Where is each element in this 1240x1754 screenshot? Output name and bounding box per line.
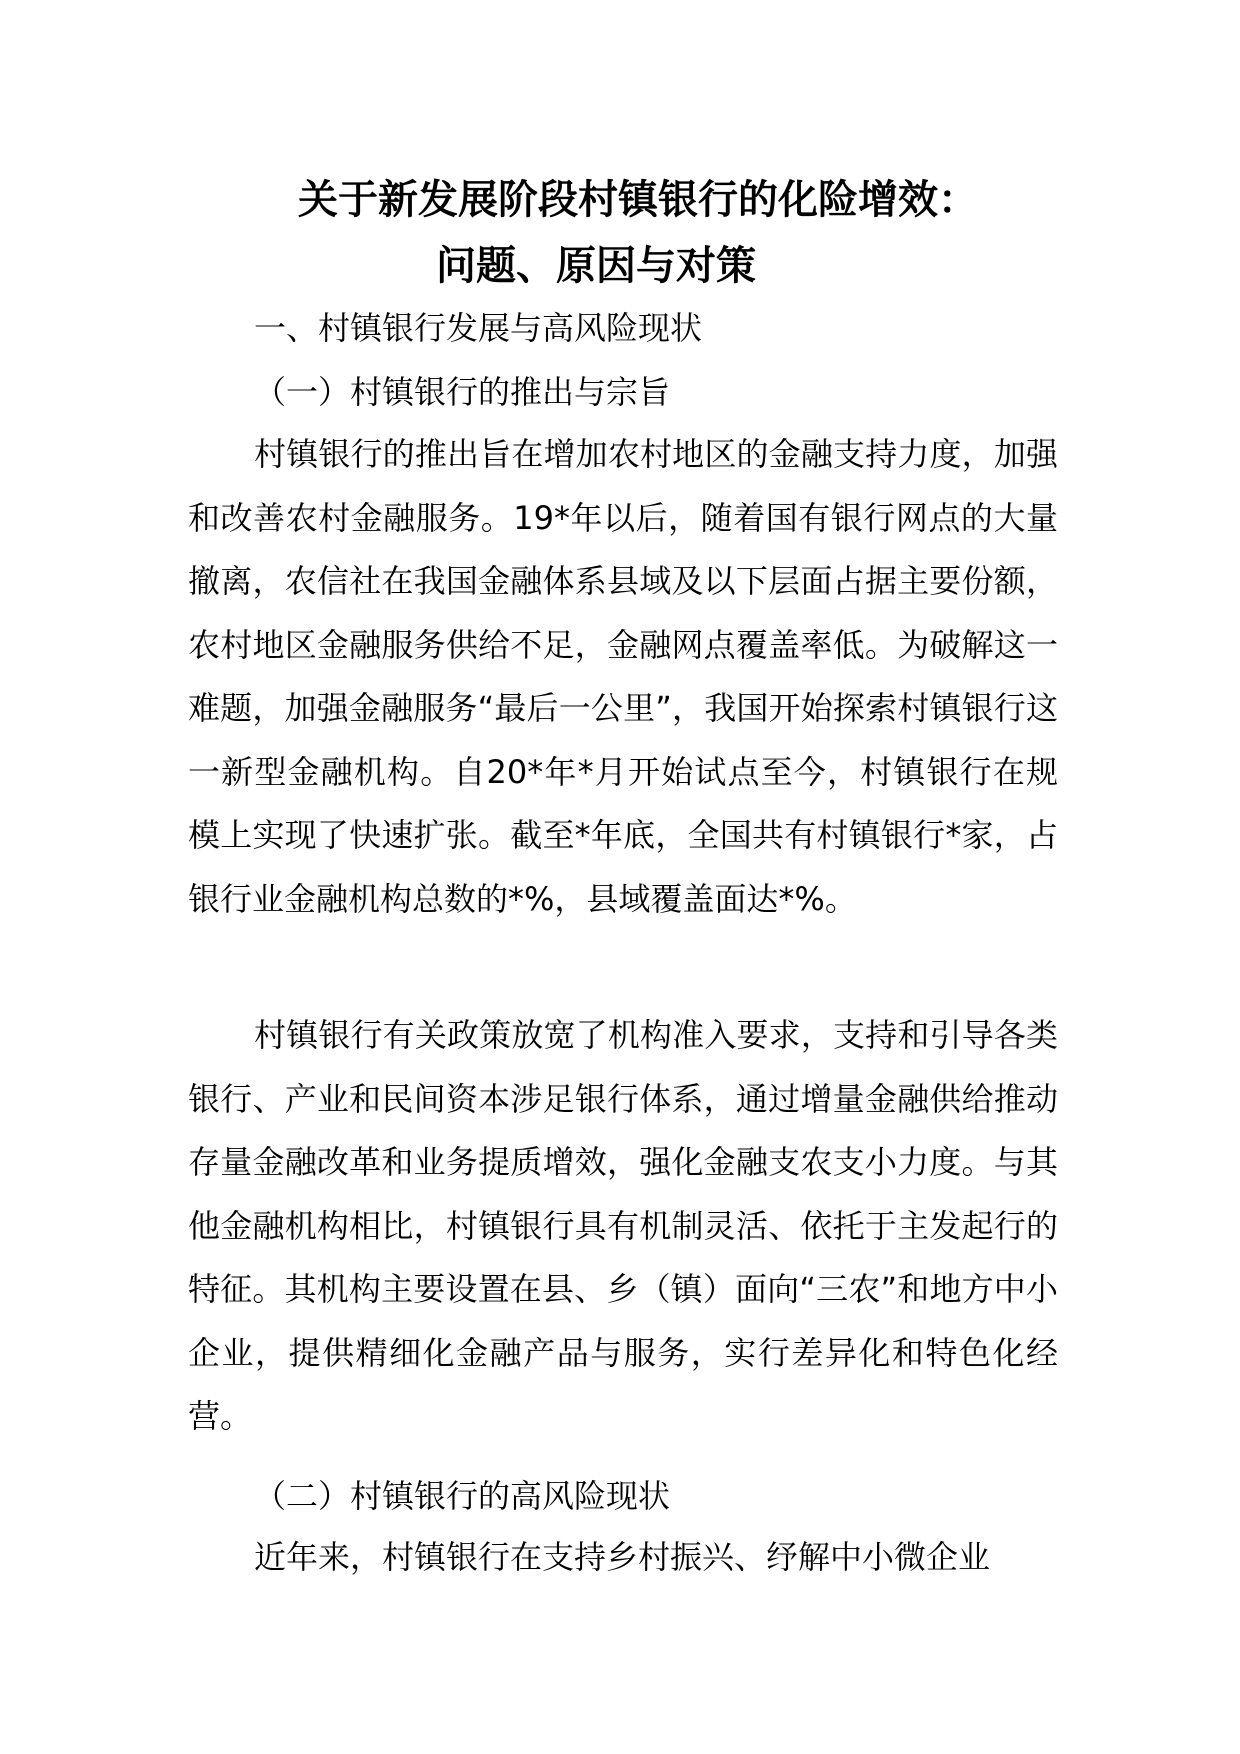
subsection-heading-2: （二）村镇银行的高风险现状 <box>254 1477 671 1515</box>
body-paragraph-2: 村镇银行有关政策放宽了机构准入要求，支持和引导各类银行、产业和民间资本涉足银行体系，通过增量金融供给推动存量金融改革和业务提质增效，强化金融支农支小力度。与其他金融机构相比，村镇银行具有机制灵活、依托于主发起行的特征。其机构主要设置在县、乡（镇）面向“三农”和地方中小企业，提供精细化金融产品与服务，实行差异化和特色化经营。 <box>188 1016 1058 1435</box>
body-paragraph-1: 村镇银行的推出旨在增加农村地区的金融支持力度，加强和改善农村金融服务。19*年以后，随着国有银行网点的大量撤离，农信社在我国金融体系县域及以下层面占据主要份额，农村地区金融服务供给不足，金融网点覆盖率低。为破解这一难题，加强金融服务“最后一公里”，我国开始探索村镇银行这一新型金融机构。自20*年*月开始试点至今，村镇银行在规模上实现了快速扩张。截至*年底，全国共有村镇银行*家，占银行业金融机构总数的*%，县域覆盖面达*%。 <box>188 435 1058 918</box>
body-paragraph-3: 近年来，村镇银行在支持乡村振兴、纾解中小微企业 <box>254 1538 991 1576</box>
subsection-heading-1: （一）村镇银行的推出与宗旨 <box>254 373 671 411</box>
document-title-line-1: 关于新发展阶段村镇银行的化险增效： <box>298 177 978 223</box>
document-title-line-2: 问题、原因与对策 <box>436 243 756 289</box>
section-heading-1: 一、村镇银行发展与高风险现状 <box>254 309 703 347</box>
